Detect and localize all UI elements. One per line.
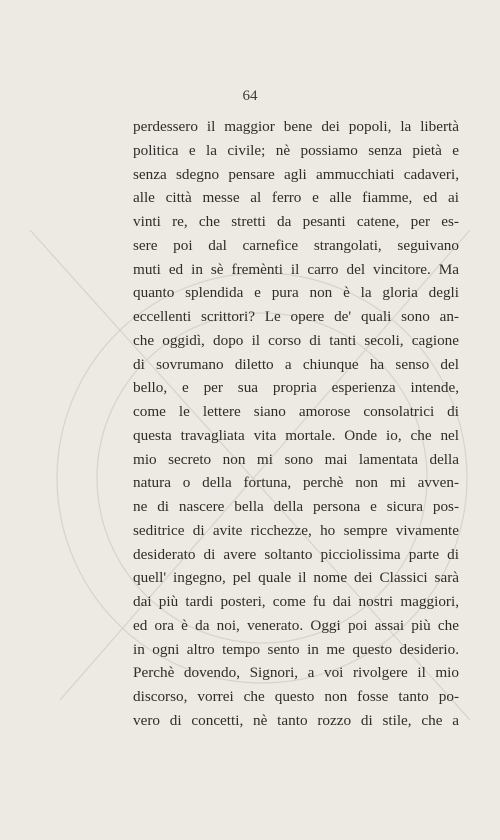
text-line: Perchè dovendo, Signori, a voi rivolgere il mio [133, 664, 459, 682]
text-line: dai più tardi posteri, come fu dai nostri maggiori, [133, 593, 459, 610]
page-number: 64 [242, 88, 258, 104]
text-line: ne di nascere bella della persona e sicura pos- [133, 498, 459, 515]
text-line: senza sdegno pensare agli ammucchiati cadaveri, [133, 165, 459, 183]
text-line: desiderato di avere soltanto picciolissima parte di [133, 545, 459, 563]
text-line: vinti re, che stretti da pesanti catene, per es- [133, 213, 459, 230]
text-line: come le lettere siano amorose consolatrici di [133, 403, 459, 420]
text-line: natura o della fortuna, perchè non mi avven- [133, 474, 459, 492]
text-line: perdessero il maggior bene dei popoli, la libertà [133, 118, 459, 135]
text-line: eccellenti scrittori? Le opere de' quali sono an- [133, 308, 459, 325]
text-line: sere poi dal carnefice strangolati, seguivano [133, 236, 459, 254]
text-line: di sovrumano diletto a chiunque ha senso del [133, 355, 459, 373]
text-line: politica e la civile; nè possiamo senza pietà e [133, 141, 459, 159]
text-line: bello, e per sua propria esperienza intende, [133, 379, 459, 397]
text-line: che oggidì, dopo il corso di tanti secoli, cagione [133, 331, 459, 349]
text-line: ed ora è da noi, venerato. Oggi poi assai più che [133, 616, 459, 634]
body-text [133, 115, 459, 733]
text-line: questa travagliata vita mortale. Onde io, che nel [133, 426, 459, 444]
text-line: alle città messe al ferro e alle fiamme, ed ai [133, 189, 459, 207]
text-line: mio secreto non mi sono mai lamentata della [133, 450, 459, 468]
text-line: vero di concetti, nè tanto rozzo di stile, che a [133, 711, 459, 729]
text-line: quanto splendida e pura non è la gloria degli [133, 284, 459, 302]
text-line: muti ed in sè fremènti il carro del vincitore. Ma [133, 260, 459, 278]
text-line: seditrice di avite ricchezze, ho sempre vivamente [133, 521, 459, 539]
text-line: quell' ingegno, pel quale il nome dei Classici sarà [133, 569, 459, 587]
text-line: discorso, vorrei che questo non fosse tanto po- [133, 688, 459, 705]
text-line: in ogni altro tempo sento in me questo desiderio. [133, 640, 459, 658]
